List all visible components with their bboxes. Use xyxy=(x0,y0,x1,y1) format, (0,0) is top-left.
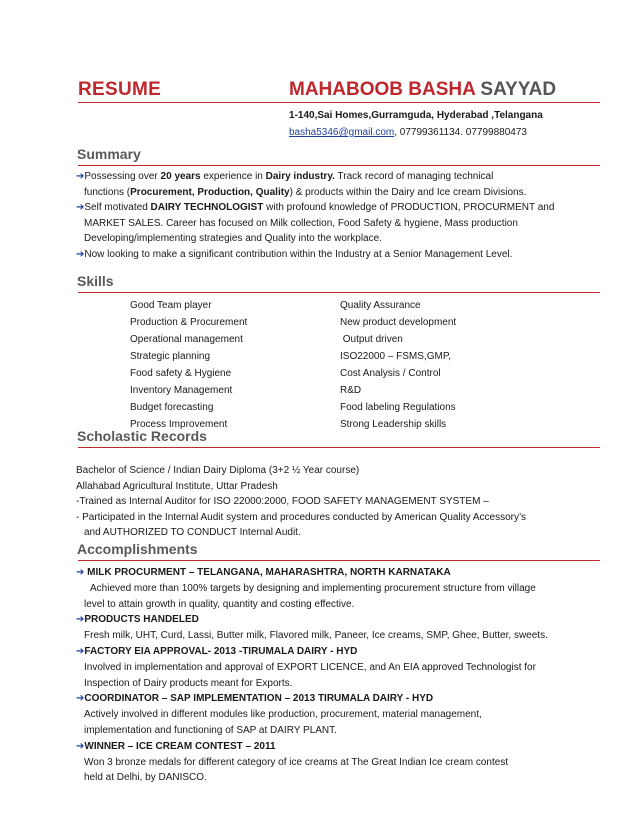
phone-numbers: , 07799361134. 07799880473 xyxy=(394,127,527,138)
arrow-icon: ➔ xyxy=(76,740,85,752)
accomplishment-detail: Fresh milk, UHT, Curd, Lassi, Butter milk, Flavored milk, Paneer, Ice creams, SMP, Ghee, Butter, sweets. xyxy=(84,630,548,642)
summary-title: Summary xyxy=(77,146,141,162)
accomplishment-detail: implementation and functioning of SAP at DAIRY PLANT. xyxy=(84,724,337,736)
skill-item: Process Improvement xyxy=(130,419,228,430)
arrow-icon: ➔ xyxy=(76,645,85,657)
accomplishment-title: ➔PRODUCTS HANDELED xyxy=(76,614,199,626)
skill-item: Production & Procurement xyxy=(130,317,248,328)
skills-column-2 xyxy=(340,297,456,433)
institute-line: Allahabad Agricultural Institute, Uttar Pradesh xyxy=(76,480,278,492)
skill-item: Strong Leadership skills xyxy=(340,419,447,430)
accomplishment-detail: Inspection of Dairy products meant for Exports. xyxy=(84,677,293,689)
summary-bullet-goal: ➔Now looking to make a significant contribution within the Industry at a Senior Management Level. xyxy=(76,248,513,260)
skill-item: ISO22000 – FSMS,GMP, xyxy=(340,351,451,362)
accomplishment-detail: Actively involved in different modules like production, procurement, material management, xyxy=(84,709,482,721)
scholastic-divider xyxy=(78,447,600,448)
skill-item: Output driven xyxy=(340,334,403,345)
accomplishment-title: ➔ MILK PROCURMENT – TELANGANA, MAHARASHTRA, NORTH KARNATAKA xyxy=(76,567,451,578)
resume-heading: RESUME xyxy=(78,79,162,100)
email-link[interactable]: basha5346@gmail.com xyxy=(289,127,395,138)
accomplishment-title: ➔WINNER – ICE CREAM CONTEST – 2011 xyxy=(76,740,276,752)
skill-item: Food labeling Regulations xyxy=(340,402,456,413)
summary-bullet-experience: ➔Possessing over 20 years experience in Dairy industry. Track record of managing technical xyxy=(76,171,494,182)
header-divider xyxy=(78,102,600,103)
summary-section xyxy=(76,169,606,263)
contact-line xyxy=(289,124,527,142)
candidate-last-name: SAYYAD xyxy=(480,79,557,100)
scholastic-section xyxy=(76,463,606,541)
degree-line: Bachelor of Science / Indian Dairy Diploma (3+2 ½ Year course) xyxy=(76,465,360,476)
accomplishment-detail: Involved in implementation and approval of EXPORT LICENCE, and An EIA approved Technologist for xyxy=(84,661,536,673)
accomplishment-title: ➔FACTORY EIA APPROVAL- 2013 -TIRUMALA DAIRY - HYD xyxy=(76,645,358,657)
arrow-icon: ➔ xyxy=(76,202,85,214)
skill-item: Operational management xyxy=(130,334,243,345)
audit-line: - Participated in the Internal Audit system and procedures conducted by American Quality Accessory’s xyxy=(76,511,527,523)
accomplishments-divider xyxy=(78,560,600,561)
arrow-icon: ➔ xyxy=(76,693,85,705)
skill-item: Good Team player xyxy=(130,300,212,311)
skill-item: Strategic planning xyxy=(130,351,211,362)
arrow-icon: ➔ xyxy=(76,567,85,578)
audit-line-cont: and AUTHORIZED TO CONDUCT Internal Audit. xyxy=(84,527,301,539)
candidate-name xyxy=(289,79,556,101)
summary-bullet-technologist-cont: MARKET SALES. Career has focused on Milk collection, Food Safety & hygiene, Mass production xyxy=(84,217,518,229)
summary-bullet-technologist-cont2: Developing/implementing strategies and Quality into the workplace. xyxy=(84,233,382,245)
summary-bullet-experience-cont: functions (Procurement, Production, Quality) & products within the Dairy and Ice cream Divisions. xyxy=(84,186,527,198)
skill-item: Food safety & Hygiene xyxy=(130,368,232,379)
skills-title: Skills xyxy=(77,273,114,289)
accomplishment-title: ➔COORDINATOR – SAP IMPLEMENTATION – 2013 TIRUMALA DAIRY - HYD xyxy=(76,693,434,705)
scholastic-title: Scholastic Records xyxy=(77,428,207,444)
summary-bullet-technologist: ➔Self motivated DAIRY TECHNOLOGIST with profound knowledge of PRODUCTION, PROCURMENT and xyxy=(76,202,555,214)
accomplishment-detail: level to attain growth in quality, quantity and costing effective. xyxy=(84,598,355,610)
address: 1-140,Sai Homes,Gurramguda, Hyderabad ,Telangana xyxy=(289,110,543,121)
skill-item: Cost Analysis / Control xyxy=(340,368,441,379)
summary-divider xyxy=(78,165,600,166)
accomplishment-detail: Achieved more than 100% targets by designing and implementing procurement structure from village xyxy=(90,582,536,594)
skills-column-1 xyxy=(130,297,247,433)
training-line: -Trained as Internal Auditor for ISO 22000:2000, FOOD SAFETY MANAGEMENT SYSTEM – xyxy=(76,496,489,508)
skill-item: New product development xyxy=(340,317,457,328)
accomplishment-detail: held at Delhi, by DANISCO. xyxy=(84,772,207,784)
accomplishments-section xyxy=(76,565,610,786)
skill-item: Budget forecasting xyxy=(130,402,214,413)
skill-item: Inventory Management xyxy=(130,385,233,396)
accomplishment-detail: Won 3 bronze medals for different category of ice creams at The Great Indian Ice cream contest xyxy=(84,756,509,768)
candidate-first-names: MAHABOOB BASHA xyxy=(289,79,476,100)
skills-divider xyxy=(78,292,600,293)
skill-item: R&D xyxy=(340,385,362,396)
accomplishments-title: Accomplishments xyxy=(77,541,198,557)
arrow-icon: ➔ xyxy=(76,248,85,260)
skill-item: Quality Assurance xyxy=(340,300,421,311)
arrow-icon: ➔ xyxy=(76,614,85,626)
arrow-icon: ➔ xyxy=(76,171,85,182)
